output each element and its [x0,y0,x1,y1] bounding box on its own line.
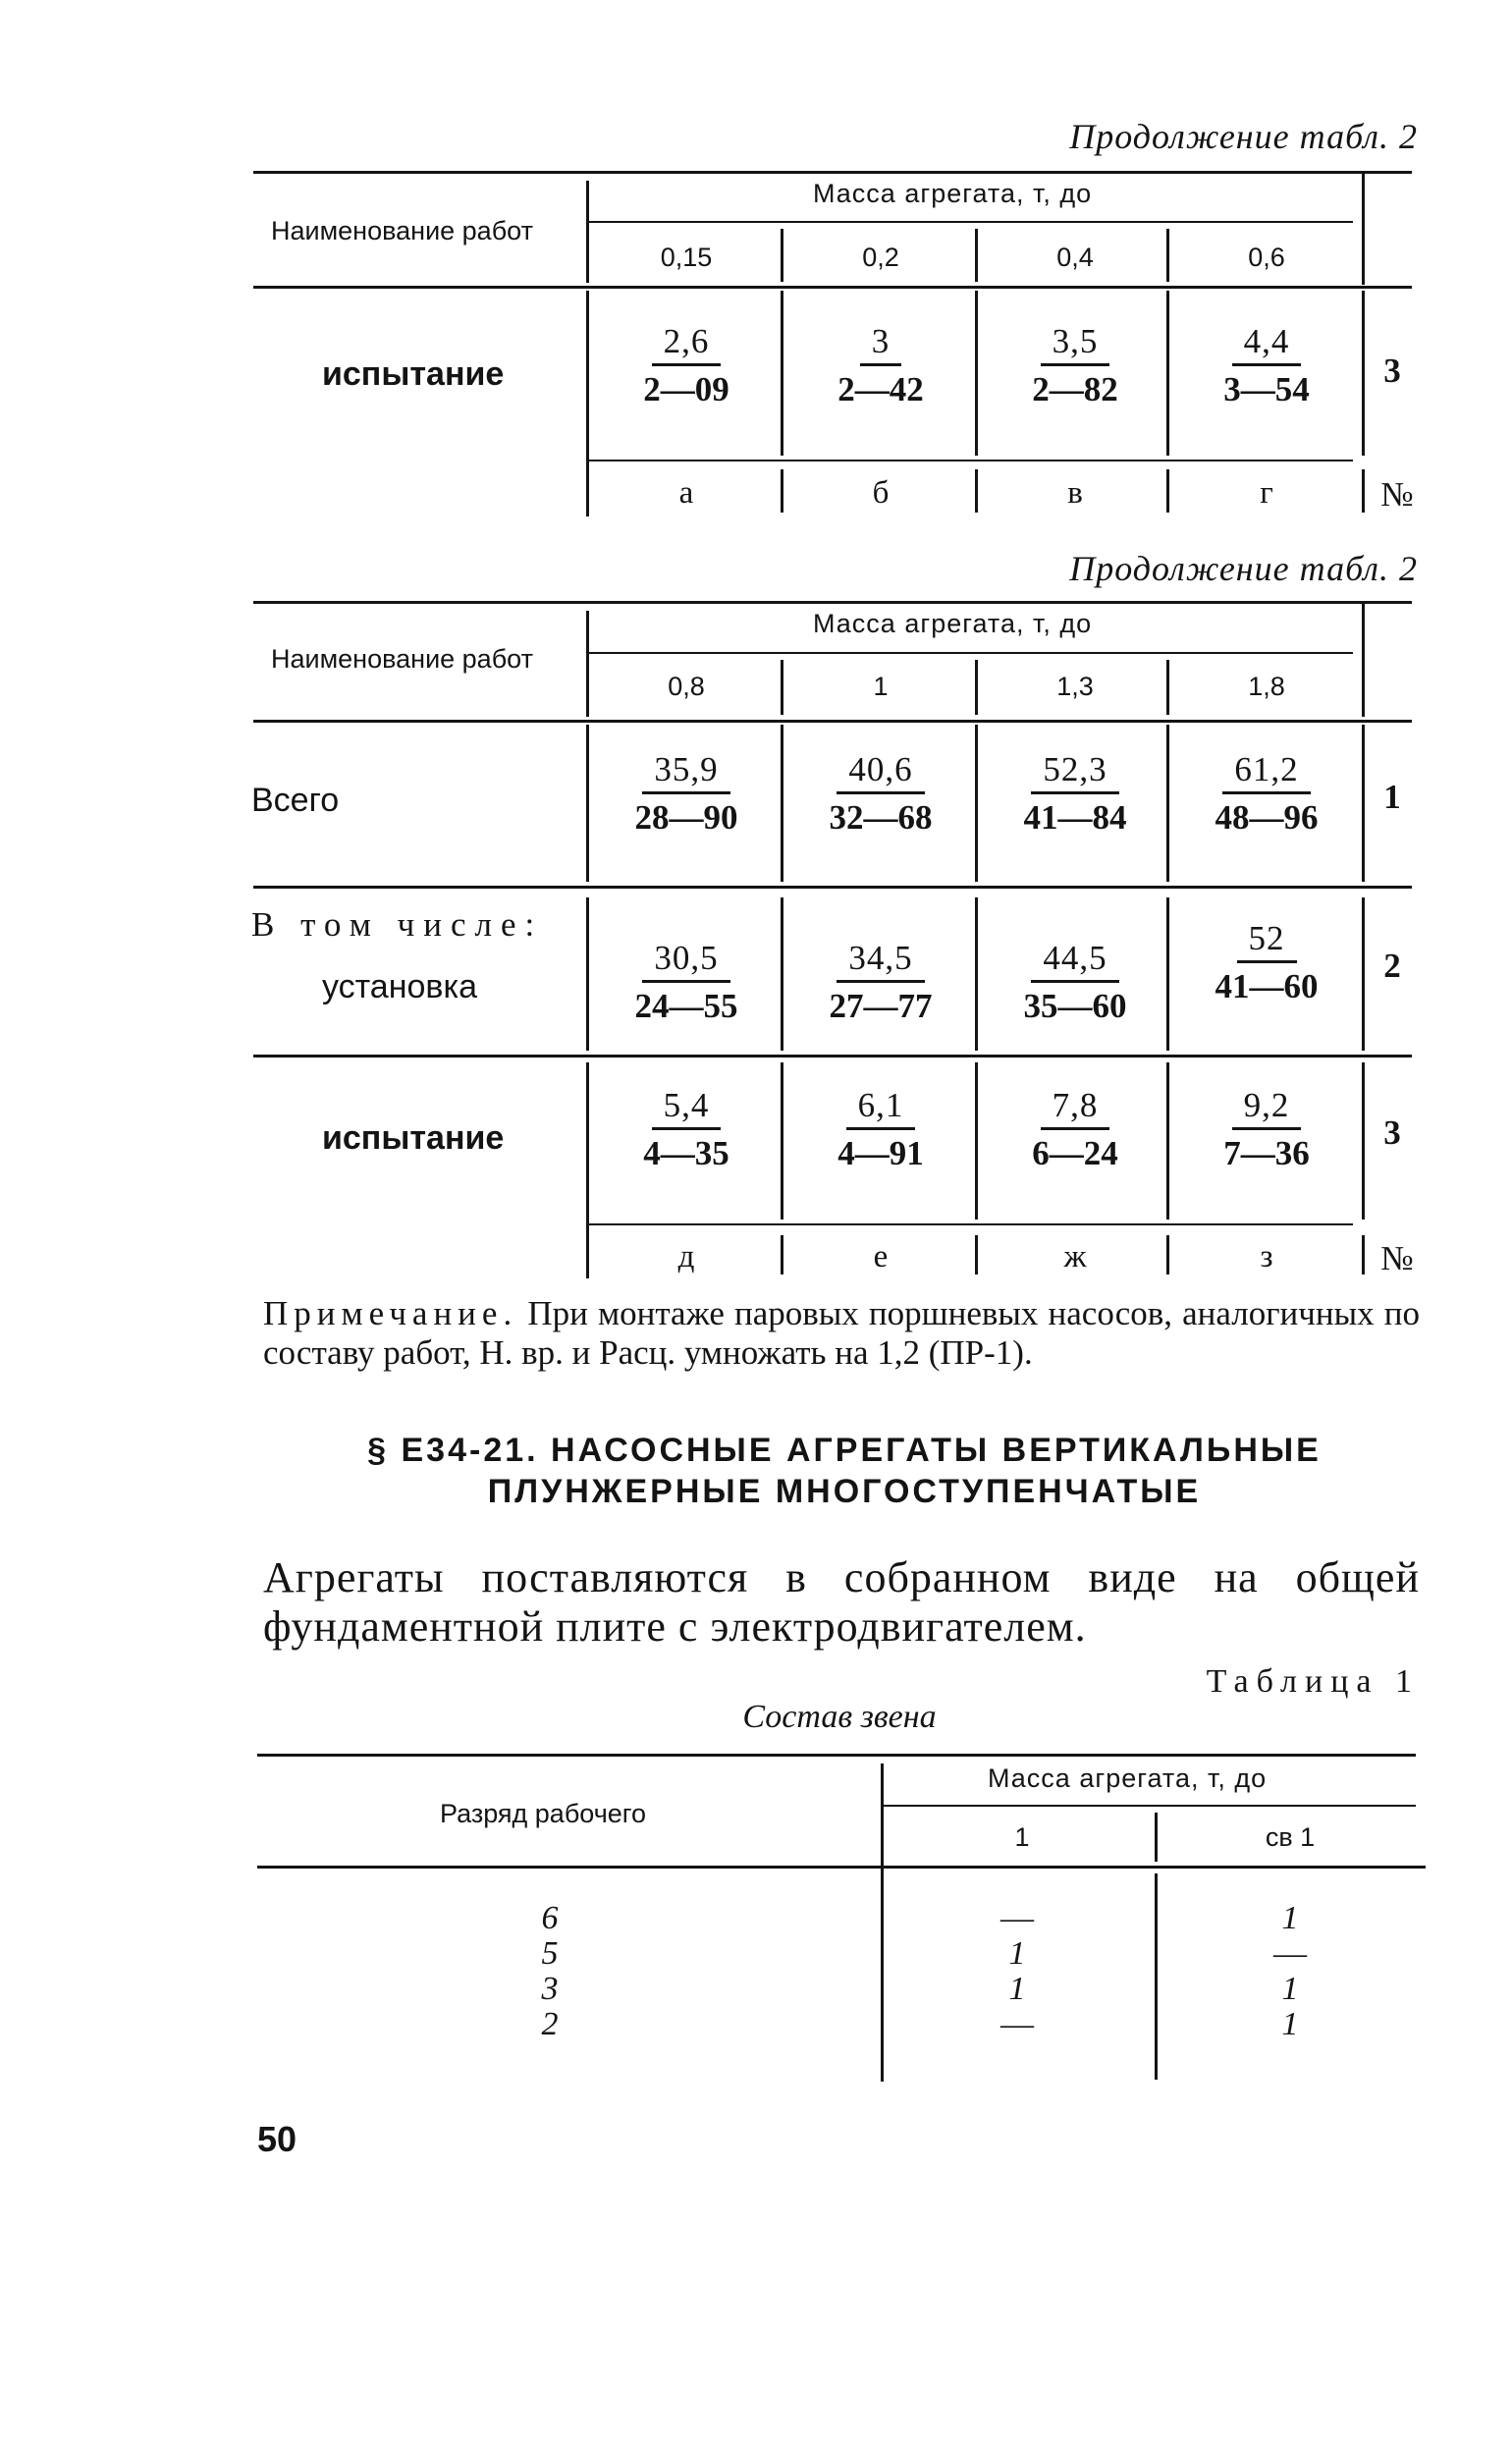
count-cell: 1 [1281,1900,1299,1936]
header-work-name: Наименование работ [271,216,533,245]
count-cell: 1 [1008,1971,1026,2007]
column-letter: а [678,475,694,511]
section-heading [265,1430,1424,1512]
table-header-rule [257,1866,1426,1869]
norm-cell: $\frac{6,1}{4—91}$ [837,1086,924,1172]
norm-cell: $\frac{2,6}{2—09}$ [643,322,729,408]
column-letter: е [873,1239,889,1274]
note-text: При монтаже паровых поршневых насосов, аналогичных по составу работ, Н. вр. и Расц. умножать на 1,2 (ПР-1). [263,1294,1420,1372]
grade-cell: 3 [541,1971,559,2007]
body-paragraph: Агрегаты поставляются в собранном виде на общей фундаментной плите с электродвигателем. [263,1553,1420,1651]
norm-cell: $\frac{3,5}{2—82}$ [1032,322,1118,408]
norm-cell: $\frac{35,9}{28—90}$ [634,750,738,837]
grade-cell: 5 [541,1935,559,1972]
table-top-rule [253,171,1412,174]
norm-cell: $\frac{7,8}{6—24}$ [1032,1086,1118,1172]
norm-cell: $\frac{34,5}{27—77}$ [829,939,933,1025]
table-subtitle: Состав звена [742,1699,937,1735]
norm-cell: $\frac{40,6}{32—68}$ [829,750,933,837]
column-header: 0,15 [660,243,713,272]
row-number: 2 [1383,947,1401,985]
column-header: 0,6 [1248,243,1285,272]
column-letter: ж [1063,1239,1087,1274]
column-header: 1 [873,672,889,701]
column-letter: г [1260,475,1273,511]
page-number: 50 [257,2119,297,2159]
row-group-label: В том числе: [251,905,544,944]
count-cell: — [1273,1935,1307,1972]
header-work-name: Наименование работ [271,644,533,674]
count-cell: — [1000,1900,1034,1936]
norm-cell: $\frac{5,4}{4—35}$ [643,1086,729,1172]
table-subheader-rule [589,221,1353,223]
table-top-rule [257,1754,1416,1757]
table-header-rule [253,286,1412,289]
header-mass: Масса агрегата, т, до [813,609,1093,638]
table-header-rule [253,720,1412,723]
row-separator [253,886,1412,889]
count-cell: 1 [1281,1971,1299,2007]
norm-cell: $\frac{4,4}{3—54}$ [1223,322,1310,408]
table-caption: Продолжение табл. 2 [1069,117,1418,156]
section-heading-line: ПЛУНЖЕРНЫЕ МНОГОСТУПЕНЧАТЫЕ [487,1473,1202,1510]
table-title: Таблица 1 [1206,1663,1420,1700]
norm-cell: $\frac{3}{2—42}$ [837,322,924,408]
column-header: 0,8 [668,672,705,701]
table-subheader-rule [589,652,1353,654]
column-header: 0,4 [1056,243,1094,272]
table-footer-rule [589,1223,1353,1225]
row-label: испытание [322,1119,505,1157]
row-label: испытание [322,355,505,393]
grade-cell: 6 [541,1900,559,1936]
row-separator [253,1055,1412,1057]
norm-cell: $\frac{52}{41—60}$ [1215,919,1319,1005]
column-header: св 1 [1265,1822,1316,1852]
table-footer-rule [589,460,1353,461]
column-header: 1 [1014,1822,1030,1852]
number-header: № [1380,475,1414,514]
column-header: 0,2 [862,243,899,272]
norm-cell: $\frac{30,5}{24—55}$ [634,939,738,1025]
row-label: установка [322,968,477,1005]
row-number: 3 [1383,352,1401,390]
column-letter: б [872,475,890,511]
header-mass: Масса агрегата, т, до [813,179,1093,208]
norm-cell: $\frac{52,3}{41—84}$ [1023,750,1127,837]
column-letter: з [1260,1239,1273,1274]
table-top-rule [253,601,1412,604]
norm-cell: $\frac{61,2}{48—96}$ [1215,750,1319,837]
table-caption: Продолжение табл. 2 [1069,549,1418,588]
column-letter: в [1067,475,1083,511]
column-letter: д [677,1239,695,1274]
column-header: 1,8 [1248,672,1285,701]
row-number: 1 [1383,778,1401,816]
row-label: Всего [251,782,340,819]
section-heading-line: § Е34-21. НАСОСНЫЕ АГРЕГАТЫ ВЕРТИКАЛЬНЫЕ [367,1432,1322,1469]
column-header: 1,3 [1056,672,1094,701]
row-number: 3 [1383,1113,1401,1152]
count-cell: — [1000,2006,1034,2042]
number-header: № [1380,1239,1414,1277]
norm-cell: $\frac{44,5}{35—60}$ [1023,939,1127,1025]
grade-cell: 2 [541,2006,559,2042]
note-paragraph [263,1294,1420,1373]
header-mass: Масса агрегата, т, до [988,1763,1268,1793]
norm-cell: $\frac{9,2}{7—36}$ [1223,1086,1310,1172]
count-cell: 1 [1281,2006,1299,2042]
table-subheader-rule [884,1805,1416,1807]
count-cell: 1 [1008,1935,1026,1972]
note-label: Примечание. [263,1294,518,1332]
header-grade: Разряд рабочего [440,1799,647,1828]
